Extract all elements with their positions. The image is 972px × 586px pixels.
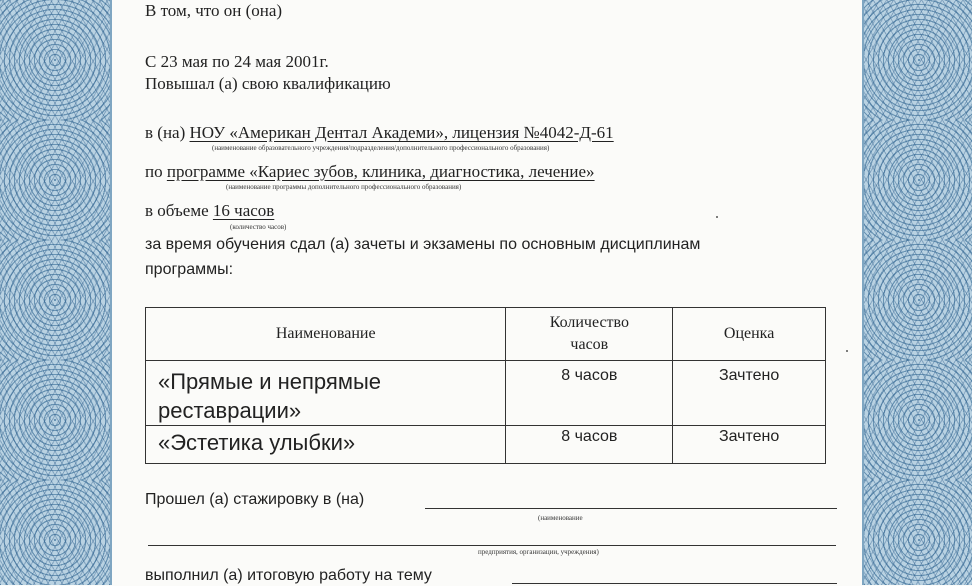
in-that-line: В том, что он (она) <box>145 1 283 20</box>
subject-cell <box>146 426 506 464</box>
right-guilloche-border <box>862 0 972 585</box>
subject-line1: «Эстетика улыбки» <box>158 430 356 455</box>
volume-prefix: в объеме <box>145 201 209 220</box>
left-guilloche-border <box>0 0 112 585</box>
exams-line-1: за время обучения сдал (а) зачеты и экзамены по основным дисциплинам <box>145 236 701 253</box>
program-caption: (наименование программы дополнительного профессионального образования) <box>226 183 462 191</box>
header-name: Наименование <box>146 308 506 361</box>
institution-line <box>145 123 614 143</box>
header-grade: Оценка <box>673 308 826 361</box>
grade-cell: Зачтено <box>673 361 826 426</box>
subject-line1: «Прямые и непрямые <box>158 369 382 394</box>
final-work-label: выполнил (а) итоговую работу на тему <box>145 567 432 584</box>
header-hours-line1: Количество <box>549 314 629 331</box>
program-line <box>145 162 595 182</box>
internship-underline <box>425 508 837 509</box>
organization-underline <box>148 545 836 546</box>
internship-caption-1: (наименование <box>538 514 583 522</box>
header-hours <box>506 308 673 361</box>
grades-table <box>145 307 826 464</box>
table-row <box>146 361 826 426</box>
table-header-row <box>146 308 826 361</box>
paper-speck <box>846 350 848 352</box>
volume-line <box>145 201 274 221</box>
internship-label: Прошел (а) стажировку в (на) <box>145 491 365 508</box>
paper-speck <box>716 216 718 218</box>
internship-caption-2: предприятия, организации, учреждения) <box>478 548 599 556</box>
subject-cell <box>146 361 506 426</box>
in-prefix: в (на) <box>145 123 186 142</box>
dates-line: С 23 мая по 24 мая 2001г. <box>145 52 329 71</box>
program-name: программе «Кариес зубов, клиника, диагностика, лечение» <box>166 162 595 181</box>
header-hours-line2: часов <box>570 336 609 353</box>
improved-qualification: Повышал (а) свою квалификацию <box>145 74 391 93</box>
program-prefix: по <box>145 162 163 181</box>
hours-cell: 8 часов <box>506 361 673 426</box>
volume-caption: (количество часов) <box>230 223 287 231</box>
volume-value: 16 часов <box>212 201 275 220</box>
exams-line-2: программы: <box>145 261 234 278</box>
final-work-underline <box>512 583 837 584</box>
institution-name: НОУ «Американ Дентал Академи», лицензия №4042-Д-61 <box>189 123 614 142</box>
subject-line2: реставрации» <box>158 398 302 423</box>
table-row <box>146 426 826 464</box>
grade-cell: Зачтено <box>673 426 826 464</box>
institution-caption: (наименование образовательного учреждения/подразделения/дополнительного профессионального образования) <box>212 144 550 152</box>
hours-cell: 8 часов <box>506 426 673 464</box>
